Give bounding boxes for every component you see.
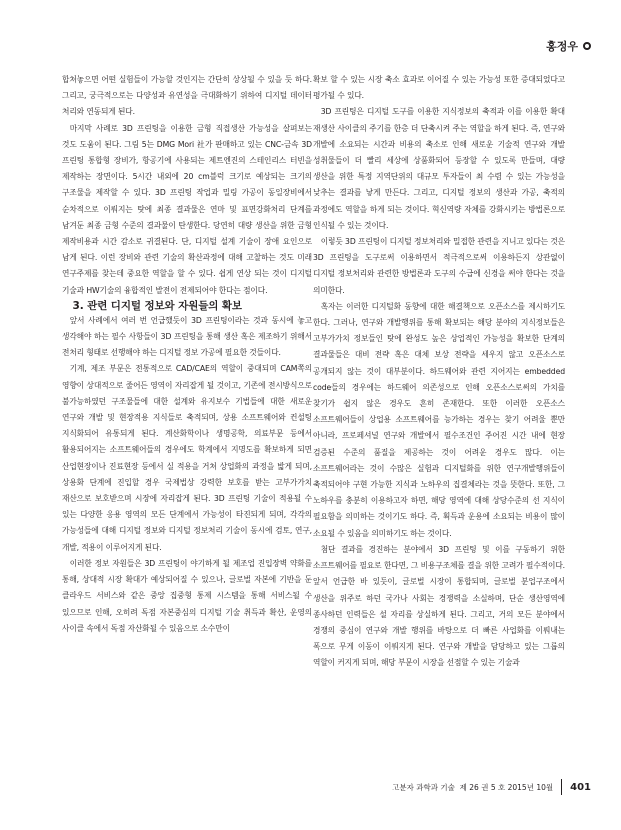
journal-name: 고분자 과학과 기술 [392,782,455,792]
paragraph: 혹자는 이러한 디지털화 동향에 대한 해결책으로 오픈소스를 제시하기도 한다. 그러나, 연구와 개발행위를 통해 확보되는 해당 분야의 지식정보들은 고부가가치 정보들인 탓에 완성도 높은 상업적인 가능성을 확보한 단계의 결과물들은 대비 전략 혹은 대체 보상 전략을 세우지 않고 오픈소스로 공개되지 않는 것이 대부분이다. 하드웨어와 관련 지어지는 embedded code들의 경우에는 하드웨어 의존성으로 인해 오픈소스로써의 가치를 찾기가 쉽지 않은 경우도 흔히 존재한다. 또한 이러한 오픈소스 소프트웨어들이 상업용 소프트웨어를 능가하는 경우는 찾기 어려울 뿐만 아니라, 프로페셔널 연구와 개발에서 필수조건인 주어진 시간 내에 현장 검증된 수준의 품질을 제공하는 것이 어려운 경우도 많다. 이는 소프트웨어라는 것이 수많은 실험과 디지털화를 위한 연구개발행위들이 축적되어야 구현 가능한 지식과 노하우의 집결체라는 것을 뜻한다. 또한, 그 노하우를 충분히 이용하고자 하면, 해당 영역에 대해 상당수준의 선 지식이 필요함을 의미하는 것이기도 하다. 즉, 획득과 운용에 소요되는 비용이 많이 소요될 수 있음을 의미하기도 하는 것이다. [313,301,565,538]
journal-issue: 제 26 권 5 호 2015년 10월 [459,782,554,792]
paragraph: 이러한 정보 자원들은 3D 프린팅이 야기하게 될 제조업 진입장벽 약화를 통해, 상대적 시장 확대가 예상되어질 수 있으나, 글로벌 자본에 기반을 둔 클라우드 서비스와 같은 중앙 집중형 통제 시스템을 통해 서비스될 수 있으므로 인해, 오히려 독점 자본중심의 디지털 기술 취득과 확산, 운영의 사이클 속에서 독점 자산화될 수 있음으로 소수만이 [62,558,312,633]
author-name: 홍정우 [546,40,578,53]
paragraph: 3D 프린팅은 디지털 도구를 이용한 지식정보의 축적과 이를 이용한 확대 재생산 사이클의 주기를 한층 더 단축시켜 주는 역할을 하게 된다. 즉, 연구와 개발에 소요되는 시간과 비용의 축소로 인해 새로운 기술적 연구와 개발 성취물들이 더 빨리 세상에 상품화되어 등장할 수 있도록 만들며, 대량 생산을 위한 특정 지역단위의 대규모 투자들이 최 수렴 수 있는 가능성을 낮추는 결과를 낳게 만든다. 그리고, 디지털 정보의 생산과 가공, 축적의 과정에도 역할을 하게 되는 것이다. 혁신역량 자체를 강화시키는 방법론으로 인식될 수 있는 것이다. [313,107,565,230]
page-number: 401 [570,781,591,793]
section-heading: 3. 관련 디지털 정보와 자원들의 확보 [72,299,242,312]
right-column [313,72,565,672]
footer-divider [561,779,562,795]
paragraph: 앞서 사례에서 여러 번 언급했듯이 3D 프린팅이라는 것과 동시에 놓고 생각해야 하는 필수 사항들이 3D 프린팅을 통해 생산 혹은 제조하기 위해서 전처리 형태로 선행해야 하는 디지털 정보 가공에 필요한 것들이다. [62,315,312,358]
paragraph: 마지막 사례로 3D 프린팅을 이용한 금형 직접생산 가능성을 살펴보는 것도 도움이 된다. 그림 5는 DMG Mori 社가 판매하고 있는 CNC-금속 3D 프린팅 통합형 장비가, 항공기에 사용되는 제트엔진의 스테인리스 터빈을 제작하는 장면이다. 5시간 내외에 20 cm블럭 크기로 예상되는 크기의 구조물을 제작할 수 있다. 3D 프린팅 작업과 밀링 가공이 동일장비에서 순차적으로 이뤄지는 탓에 최종 결과물은 연마 및 표면강화처리 단계를 남겨둔 최종 금형 수준의 결과물이 탄생한다. 당연히 대량 생산을 위한 금형 제작비용과 시간 감소로 귀결된다. 단, 디지털 설계 기술이 장애 요인으로 남게 된다. 이런 장비와 관련 기술의 확산과정에 대해 고찰하는 것도 미래 연구주제를 찾는데 중요한 역할을 할 수 있다. 쉽게 연상 되는 것이 디지털 기술과 HW기술의 융합적인 발전이 전제되어야 한다는 점이다. [62,123,312,295]
left-column [62,72,312,637]
paragraph: 이렇듯 3D 프린팅이 디지털 정보처리와 밀접한 관련을 지니고 있다는 것은 3D 프린팅을 도구로써 이용하면서 적극적으로써 이용하든지 상관없이 디지털 정보처리와 관련한 방법론과 도구의 수급에 신경을 써야 한다는 것을 의미한다. [313,237,565,295]
paragraph: 합쳐놓으면 어떤 실험들이 가능할 것인지는 간단히 상상될 수 있을 듯 하다. 그리고, 궁극적으로는 다양성과 유연성을 극대화하기 위하여 디지털 데이터 처리와 연동되게 된다. [62,75,312,117]
paragraph: 기계, 제조 부문은 전통적으로 CAD/CAE의 역할이 중대되며 CAM쪽의 영향이 상대적으로 줄어든 영역이 자리잡게 될 것이고, 기존에 전시방식으로 불가능하였던 구조물들에 대한 설계와 유지보수 기법들에 대한 새로운 연구와 개발 및 현장적용 지식들로 축적되며, 상용 소프트웨어와 컨설팅 지식화되어 유통되게 된다. 계산화학이나 생명공학, 의료부문 등에서 활용되어지는 소프트웨어들의 경우에도 학계에서 지명도를 확보하게 되면 산업현장이나 진료현장 등에서 실 적용을 거쳐 상업화의 과정을 밟게 되며, 상용화 단계에 진입할 경우 국제법상 강력한 보호를 받는 고부가가치 재산으로 보호받으며 시장에 자리잡게 된다. 3D 프린팅 기술이 적용될 수 있는 다양한 응용 영역의 모든 단계에서 가능성이 타진되게 되며, 각각의 가능성들에 대해 디지털 정보와 디지털 정보처리 기술이 동시에 검토, 연구, 개발, 적용이 이루어지게 된다. [62,364,312,552]
page-header [546,38,591,54]
paragraph: 첨단 결과를 경진하는 분야에서 3D 프린팅 및 이를 구동하기 위한 소프트웨어를 필요로 한다면, 그 비용구조체를 결을 위한 고려가 필수적이다. 앞서 언급한 바 있듯이, 글로벌 시장이 통합되며, 글로벌 분업구조에서 생산을 위주로 하던 국가나 사회는 경쟁력을 소실하며, 단순 생산영역에 종사하던 인력들은 설 자리를 상실하게 된다. 그리고, 거의 모든 분야에서 경쟁의 중심이 연구와 개발 행위를 바탕으로 더 빠른 사업화를 이뤄내는 폭으로 무게 이동이 이뤄지게 된다. 연구와 개발을 담당하고 있는 그룹의 역할이 커지게 되며, 해당 부문이 시장을 선점할 수 있는 기술과 [313,544,565,668]
circle-bullet-icon [583,42,591,50]
page-footer [392,779,591,795]
paragraph: 확보 할 수 있는 시장 축소 효과로 이어질 수 있는 가능성 또한 증대되었다고 평가될 수 있다. [313,75,565,101]
